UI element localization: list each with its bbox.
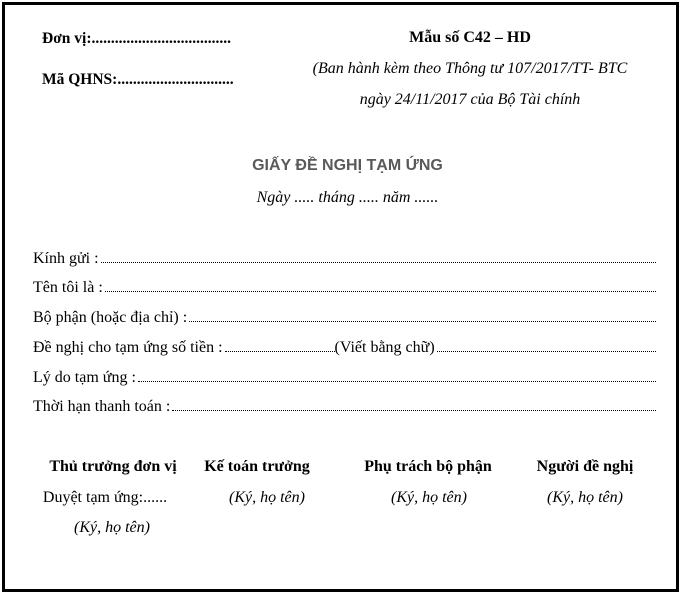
name-row [33,279,656,299]
recipient-row [33,250,656,270]
sig-requester-note: (Ký, họ tên) [547,489,623,506]
department-blank[interactable] [189,309,656,322]
sig-head-note: (Ký, họ tên) [74,519,150,536]
recipient-blank[interactable] [101,250,656,263]
sig-requester-title: Người đề nghị [536,458,634,475]
recipient-label: Kính gửi : [33,250,99,267]
qhns-label: Mã QHNS: [42,71,118,88]
unit-line [42,30,231,48]
department-row [33,309,656,329]
unit-dots: .................................... [91,30,231,47]
qhns-line [42,71,234,89]
reason-label: Lý do tạm ứng : [33,369,136,386]
unit-label: Đơn vị: [42,30,92,47]
amount-row [33,339,656,359]
issued-line-2: ngày 24/11/2017 của Bộ Tài chính [359,91,581,108]
department-label: Bộ phận (hoặc địa chỉ) : [33,309,188,326]
deadline-label: Thời hạn thanh toán : [33,398,171,415]
deadline-row [33,398,656,418]
amount-words-blank[interactable] [437,339,656,352]
sig-dept-lead-title: Phụ trách bộ phận [364,458,492,475]
reason-blank[interactable] [138,369,656,382]
name-blank[interactable] [105,279,656,292]
amount-words-label: (Viết bằng chữ) [334,339,435,356]
qhns-dots: .............................. [117,71,234,88]
reason-row [33,369,656,389]
amount-number-blank[interactable] [225,339,335,352]
form-number: Mẫu số C42 – HD [409,29,531,46]
deadline-blank[interactable] [172,398,656,411]
name-label: Tên tôi là : [33,279,103,296]
sig-head-approve: Duyệt tạm ứng:...... [42,489,168,506]
sig-chief-accountant-title: Kế toán trưởng [204,458,310,475]
amount-label: Đề nghị cho tạm ứng số tiền : [33,339,223,356]
sig-chief-accountant-note: (Ký, họ tên) [229,489,305,506]
issued-line-1: (Ban hành kèm theo Thông tư 107/2017/TT- BTC [312,60,628,77]
sig-dept-lead-note: (Ký, họ tên) [391,489,467,506]
sig-head-title: Thủ trưởng đơn vị [49,458,177,475]
document-title: GIẤY ĐỀ NGHỊ TẠM ỨNG [252,157,443,174]
date-line: Ngày ..... tháng ..... năm ...... [256,189,439,206]
